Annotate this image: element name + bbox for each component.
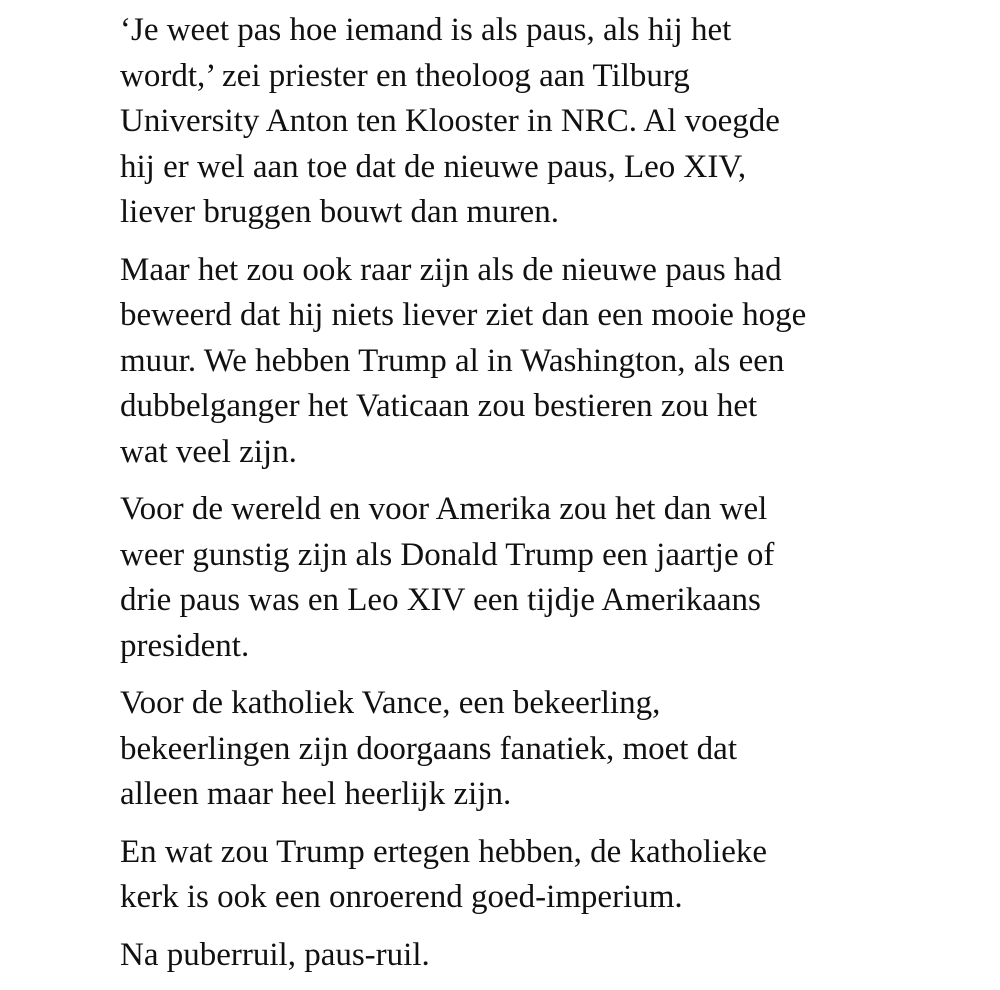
paragraph-line: University Anton ten Klooster in NRC. Al voegde xyxy=(120,103,780,139)
paragraph-line: wat veel zijn. xyxy=(120,433,297,470)
paragraph-line: En wat zou Trump ertegen hebben, de katholieke xyxy=(120,833,767,870)
paragraph-line: Maar het zou ook raar zijn als de nieuwe paus had xyxy=(120,251,782,288)
paragraph-line: hij er wel aan toe dat de nieuwe paus, Leo XIV, xyxy=(120,148,747,185)
paragraph-line: muur. We hebben Trump al in Washington, als een xyxy=(120,342,785,379)
paragraph-6 xyxy=(120,933,860,979)
paragraph-line: Na puberruil, paus-ruil. xyxy=(120,936,430,973)
paragraph-line: liever bruggen bouwt dan muren. xyxy=(120,194,559,230)
paragraph-line: beweerd dat hij niets liever ziet dan een mooie hoge xyxy=(120,297,807,333)
paragraph-line: bekeerlingen zijn doorgaans fanatiek, moet dat xyxy=(120,730,737,767)
paragraph-line: drie paus was en Leo XIV een tijdje Amerikaans xyxy=(120,582,761,618)
paragraph-3 xyxy=(120,487,860,669)
paragraph-line: ‘Je weet pas hoe iemand is als paus, als hij het xyxy=(120,12,732,48)
paragraph-line: weer gunstig zijn als Donald Trump een jaartje of xyxy=(120,536,775,573)
paragraph-line: alleen maar heel heerlijk zijn. xyxy=(120,776,512,812)
paragraph-line: Voor de katholiek Vance, een bekeerling, xyxy=(120,685,661,721)
paragraph-line: dubbelganger het Vaticaan zou bestieren zou het xyxy=(120,388,758,424)
paragraph-line: kerk is ook een onroerend goed-imperium. xyxy=(120,879,683,915)
paragraph-line: president. xyxy=(120,627,250,664)
paragraph-5 xyxy=(120,830,860,921)
paragraph-line: wordt,’ zei priester en theoloog aan Tilburg xyxy=(120,57,690,94)
article-body xyxy=(120,8,860,990)
paragraph-line: Voor de wereld en voor Amerika zou het dan wel xyxy=(120,491,768,527)
paragraph-4 xyxy=(120,681,860,818)
paragraph-2 xyxy=(120,248,860,476)
paragraph-1 xyxy=(120,8,860,236)
